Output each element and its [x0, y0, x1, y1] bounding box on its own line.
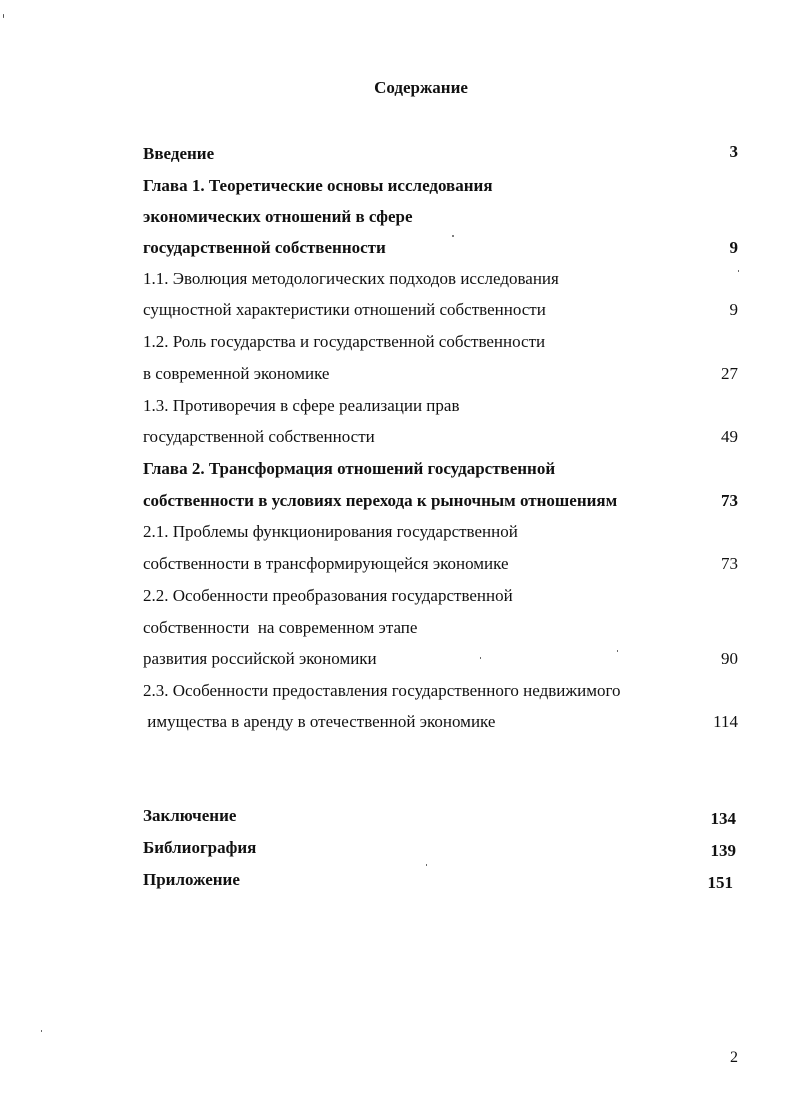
toc-entry-1-3-line2: государственной собственности [143, 427, 375, 446]
scan-speck [426, 864, 427, 866]
toc-entry-2-3-line2: имущества в аренду в отечественной экономике [143, 712, 496, 731]
toc-page-bibliography: 139 [710, 841, 736, 860]
scan-speck [452, 235, 454, 237]
toc-title: Содержание [374, 78, 468, 97]
toc-entry-2-3-line1: 2.3. Особенности предоставления государственного недвижимого [143, 681, 621, 700]
toc-entry-chapter1-line1: Глава 1. Теоретические основы исследования [143, 176, 493, 195]
toc-page-introduction: 3 [729, 142, 738, 161]
toc-entry-1-2-line2: в современной экономике [143, 364, 330, 383]
toc-entry-chapter2-line1: Глава 2. Трансформация отношений государственной [143, 459, 556, 478]
toc-entry-1-3-line1: 1.3. Противоречия в сфере реализации прав [143, 396, 460, 415]
scan-speck [480, 657, 481, 659]
toc-page-2-3: 114 [713, 712, 738, 731]
toc-entry-chapter1-line2: экономических отношений в сфере [143, 207, 413, 226]
toc-entry-1-1-line1: 1.1. Эволюция методологических подходов исследования [143, 269, 559, 288]
toc-entry-2-1-line2: собственности в трансформирующейся экономике [143, 554, 509, 573]
toc-entry-bibliography: Библиография [143, 838, 257, 857]
toc-page-chapter2: 73 [721, 491, 738, 510]
toc-page-conclusion: 134 [710, 809, 736, 828]
toc-entry-2-2-line1: 2.2. Особенности преобразования государственной [143, 586, 513, 605]
toc-page-2-1: 73 [721, 554, 738, 573]
toc-entry-appendix: Приложение [143, 870, 240, 889]
scan-speck [617, 650, 618, 652]
toc-entry-introduction: Введение [143, 144, 215, 163]
toc-entry-chapter2-line2: собственности в условиях перехода к рыночным отношениям [143, 491, 618, 510]
scan-speck [41, 1030, 42, 1032]
scan-speck [3, 14, 4, 18]
scan-speck [738, 270, 739, 272]
toc-entry-2-2-line3: развития российской экономики [143, 649, 377, 668]
page-number: 2 [730, 1049, 738, 1066]
toc-entry-chapter1-line3: государственной собственности [143, 238, 386, 257]
toc-entry-1-1-line2: сущностной характеристики отношений собственности [143, 300, 546, 319]
toc-page-chapter1: 9 [729, 238, 738, 257]
toc-entry-2-1-line1: 2.1. Проблемы функционирования государственной [143, 522, 518, 541]
toc-page-1-2: 27 [721, 364, 738, 383]
toc-page-2-2: 90 [721, 649, 738, 668]
toc-entry-1-2-line1: 1.2. Роль государства и государственной собственности [143, 332, 546, 351]
toc-page-1-3: 49 [721, 427, 738, 446]
toc-page-1-1: 9 [729, 300, 738, 319]
toc-entry-conclusion: Заключение [143, 806, 237, 825]
toc-entry-2-2-line2: собственности на современном этапе [143, 618, 418, 637]
toc-page-appendix: 151 [707, 873, 733, 892]
